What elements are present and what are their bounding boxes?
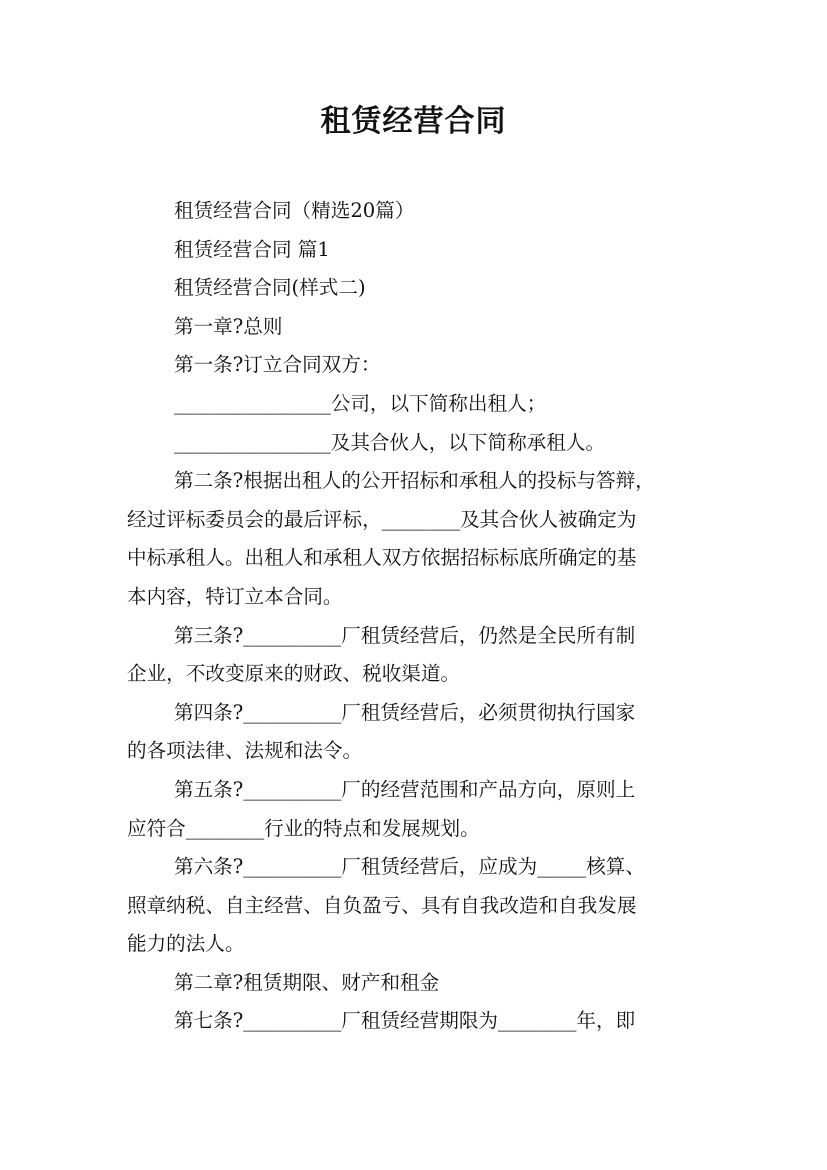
paragraph-line-11: 本内容，特订立本合同。 bbox=[127, 584, 343, 608]
paragraph-line-2: 租赁经营合同 篇1 bbox=[174, 237, 330, 261]
paragraph-line-21: 第二章?租赁期限、财产和租金 bbox=[174, 970, 440, 994]
paragraph-line-13: 企业，不改变原来的财政、税收渠道。 bbox=[127, 662, 461, 686]
document-title: 租赁经营合同 bbox=[320, 104, 507, 139]
paragraph-line-15: 的各项法律、法规和法令。 bbox=[127, 739, 363, 763]
paragraph-line-7: ________________及其合伙人，以下简称承租人。 bbox=[174, 430, 606, 454]
paragraph-line-17: 应符合________行业的特点和发展规划。 bbox=[127, 816, 480, 840]
paragraph-line-16: 第五条?__________厂的经营范围和产品方向，原则上 bbox=[174, 777, 636, 801]
paragraph-line-14: 第四条?__________厂租赁经营后，必须贯彻执行国家 bbox=[174, 700, 636, 724]
paragraph-line-20: 能力的法人。 bbox=[127, 932, 245, 956]
paragraph-line-9: 经过评标委员会的最后评标，________及其合伙人被确定为 bbox=[127, 507, 637, 531]
paragraph-line-10: 中标承租人。出租人和承租人双方依据招标标底所确定的基 bbox=[127, 546, 637, 570]
paragraph-line-1: 租赁经营合同（精选20篇） bbox=[174, 199, 415, 222]
paragraph-line-5: 第一条?订立合同双方： bbox=[174, 353, 381, 377]
document-body bbox=[127, 192, 707, 1041]
paragraph-line-18: 第六条?__________厂租赁经营后，应成为_____核算、 bbox=[174, 855, 645, 879]
paragraph-line-19: 照章纳税、自主经营、自负盈亏、具有自我改造和自我发展 bbox=[127, 893, 637, 917]
paragraph-line-6: ________________公司，以下简称出租人； bbox=[174, 391, 547, 415]
paragraph-line-22: 第七条?__________厂租赁经营期限为________年，即 bbox=[174, 1009, 636, 1033]
paragraph-line-3: 租赁经营合同(样式二) bbox=[174, 276, 366, 300]
paragraph-line-4: 第一章?总则 bbox=[174, 314, 283, 338]
paragraph-line-12: 第三条?__________厂租赁经营后，仍然是全民所有制 bbox=[174, 623, 636, 647]
paragraph-line-8: 第二条?根据出租人的公开招标和承租人的投标与答辩， bbox=[174, 469, 655, 493]
